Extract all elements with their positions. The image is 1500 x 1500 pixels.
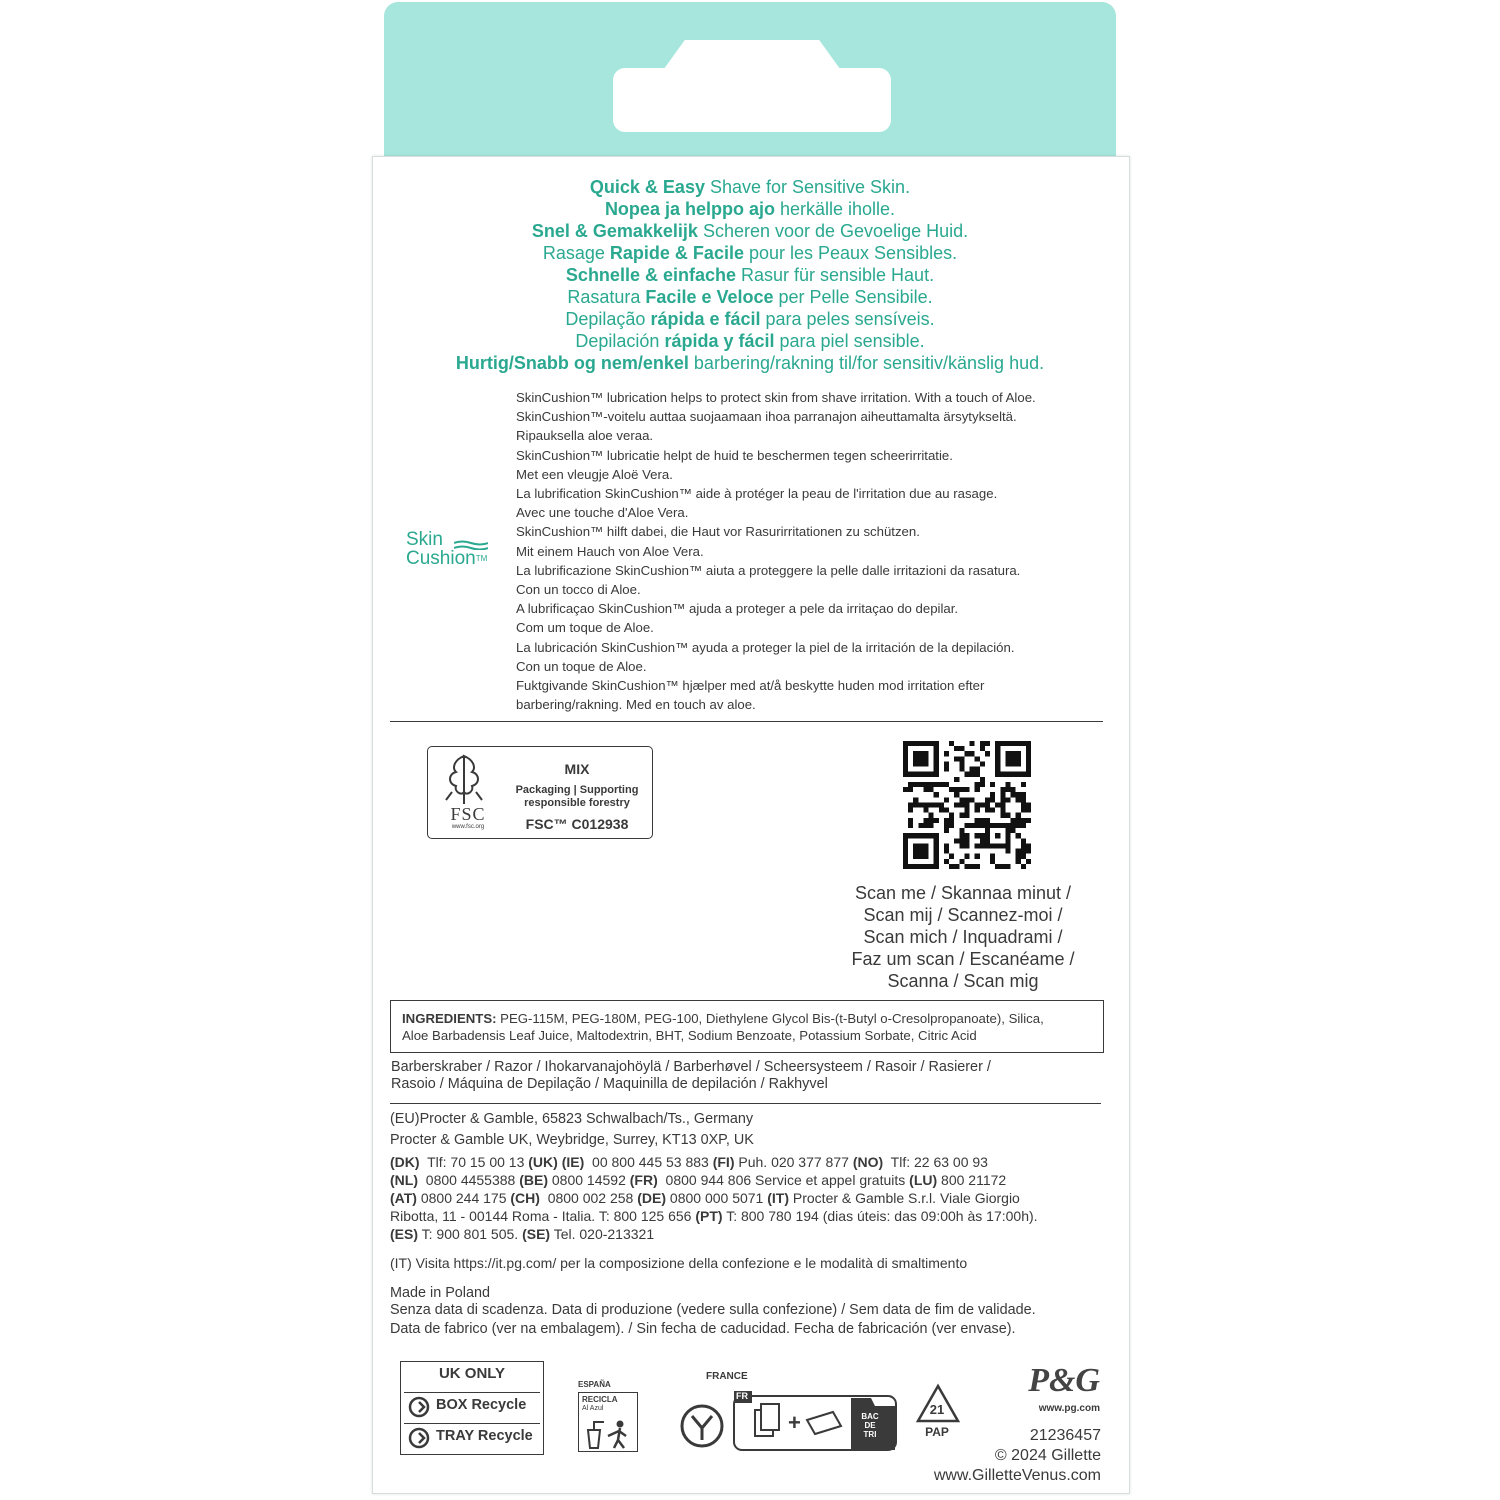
pap-label: PAP bbox=[925, 1425, 949, 1439]
headline-line bbox=[380, 176, 1120, 198]
pap-number: 21 bbox=[929, 1402, 945, 1417]
description-line: La lubrificazione SkinCushion™ aiuta a proteggere la pelle dalle irritazioni da rasatura. bbox=[516, 562, 1021, 578]
contact-text: 0800 002 258 bbox=[539, 1190, 638, 1206]
skincushion-logo-line2: Cushion bbox=[406, 548, 476, 569]
headline-rest: Scheren voor de Gevoelige Huid. bbox=[697, 221, 969, 241]
contact-text: 00 800 445 53 883 bbox=[584, 1154, 713, 1170]
description-line: Mit einem Hauch von Aloe Vera. bbox=[516, 543, 704, 559]
description-line: SkinCushion™ hilft dabei, die Haut vor Rasurirritationen zu schützen. bbox=[516, 524, 920, 540]
made-in: Made in Poland bbox=[390, 1285, 491, 1301]
headline-bold: Nopea ja helppo ajo bbox=[604, 199, 775, 219]
description-line: SkinCushion™ lubrication helps to protect skin from shave irritation. With a touch of Aloe. bbox=[516, 390, 1036, 405]
headline-pre: Rasatura bbox=[567, 287, 646, 307]
scan-line: Scanna / Scan mig bbox=[887, 971, 1039, 991]
country-code: (ES) bbox=[390, 1226, 418, 1242]
ingredients-text bbox=[402, 1010, 1098, 1044]
headline-line bbox=[380, 220, 1120, 242]
contact-text: 800 21172 bbox=[937, 1172, 1007, 1188]
headline-line bbox=[380, 352, 1120, 374]
expiry-line: Senza data di scadenza. Data di produzione (vedere sulla confezione) / Sem data de fim de validade. bbox=[390, 1302, 1036, 1318]
country-code: (LU) bbox=[909, 1172, 938, 1188]
description-line: barbering/rakning. Med en touch av aloe. bbox=[516, 697, 756, 713]
description-line: A lubrificaçao SkinCushion™ ajuda a proteger a pele da irritaçao do depilar. bbox=[516, 601, 959, 617]
ingredients-label: INGREDIENTS: bbox=[402, 1011, 497, 1026]
contact-text: Procter & Gamble S.r.l. Viale Giorgio bbox=[789, 1190, 1020, 1206]
uk-recycle-tray: TRAY Recycle bbox=[436, 1428, 533, 1444]
ingredients-line2: Aloe Barbadensis Leaf Juice, Maltodextrin, BHT, Sodium Benzoate, Potassium Sorbate, Citric Acid bbox=[402, 1028, 977, 1043]
skincushion-logo-line1: Skin bbox=[406, 529, 443, 550]
scan-line: Scan mich / Inquadrami / bbox=[863, 927, 1063, 947]
contact-text: Ribotta, 11 - 00144 Roma - Italia. T: 800 125 656 bbox=[390, 1208, 696, 1224]
address-line: Procter & Gamble UK, Weybridge, Surrey, KT13 0XP, UK bbox=[390, 1132, 754, 1148]
contact-line bbox=[390, 1207, 1102, 1225]
headline-line bbox=[380, 308, 1120, 330]
description-line: SkinCushion™ lubricatie helpt de huid te beschermen tegen scheerirritatie. bbox=[516, 447, 953, 463]
headline-rest: herkälle iholle. bbox=[774, 199, 896, 219]
footer-info bbox=[900, 1426, 1101, 1486]
espana-recicla: RECICLA bbox=[582, 1395, 618, 1404]
headline-bold: rápida e fácil bbox=[650, 309, 761, 329]
scan-me-text bbox=[818, 882, 1108, 992]
skincushion-wave-icon bbox=[454, 540, 488, 550]
ingredients-line1: PEG-115M, PEG-180M, PEG-100, Diethylene Glycol Bis-(t-Butyl o-Cresolpropanoate), Silica, bbox=[496, 1011, 1044, 1026]
uk-recycle-title: UK ONLY bbox=[438, 1365, 506, 1382]
country-code: (BE) bbox=[519, 1172, 548, 1188]
headline-bold: Facile e Veloce bbox=[645, 287, 774, 307]
contact-text: 0800 944 806 Service et appel gratuits bbox=[657, 1172, 910, 1188]
website[interactable]: www.GilletteVenus.com bbox=[933, 1467, 1101, 1484]
headline-rest: para peles sensíveis. bbox=[760, 309, 935, 329]
contact-text: 0800 14592 bbox=[548, 1172, 630, 1188]
fsc-tree-icon bbox=[434, 752, 494, 812]
fsc-packaging-text bbox=[505, 784, 649, 810]
headline-line bbox=[380, 286, 1120, 308]
france-bac: BAC DE TRI bbox=[861, 1412, 879, 1439]
country-code: (UK) (IE) bbox=[528, 1154, 585, 1170]
italy-note: (IT) Visita https://it.pg.com/ per la composizione della confezione e le modalità di smaltimento bbox=[390, 1255, 968, 1271]
contacts bbox=[390, 1153, 1102, 1243]
product-code: 21236457 bbox=[1029, 1427, 1101, 1444]
country-code: (PT) bbox=[695, 1208, 723, 1224]
divider-2 bbox=[390, 1103, 1101, 1104]
country-code: (NL) bbox=[390, 1172, 418, 1188]
fsc-mix: MIX bbox=[564, 761, 590, 777]
svg-text:+: + bbox=[788, 1410, 801, 1435]
headline-line bbox=[380, 330, 1120, 352]
description-line: SkinCushion™-voitelu auttaa suojaamaan ihoa parranajon aiheuttamalta ärsytykseltä. bbox=[516, 409, 1017, 425]
uk-recycle-tray-row bbox=[404, 1423, 540, 1450]
headline-bold: Quick & Easy bbox=[589, 177, 705, 197]
contact-text: 0800 4455388 bbox=[418, 1172, 520, 1188]
headline-rest: per Pelle Sensibile. bbox=[773, 287, 933, 307]
scan-line: Scan mij / Scannez-moi / bbox=[863, 905, 1063, 925]
country-code: (DE) bbox=[637, 1190, 667, 1206]
contact-line bbox=[390, 1153, 1102, 1171]
france-label: FRANCE bbox=[706, 1371, 748, 1382]
headline-pre: Depilação bbox=[565, 309, 651, 329]
contact-text: Tlf: 70 15 00 13 bbox=[419, 1154, 529, 1170]
expiry-line: Data de fabrico (ver na embalagem). / Sin fecha de caducidad. Fecha de fabricación (ver envase). bbox=[390, 1320, 1016, 1337]
product-names bbox=[391, 1059, 1103, 1093]
description-line: Con un toque de Aloe. bbox=[516, 658, 647, 674]
description-line: La lubricación SkinCushion™ ayuda a proteger la piel de la irritación de la depilación. bbox=[516, 639, 1015, 655]
pg-url: www.pg.com bbox=[1038, 1403, 1100, 1414]
country-code: (FI) bbox=[712, 1154, 735, 1170]
recycling-person-icon bbox=[584, 1418, 634, 1450]
headline-rest: barbering/rakning til/for sensitiv/känslig hud. bbox=[688, 353, 1045, 373]
headline-bold: Snel & Gemakkelijk bbox=[531, 221, 698, 241]
copyright: © 2024 Gillette bbox=[994, 1447, 1101, 1464]
contact-line bbox=[390, 1225, 1102, 1243]
description-block bbox=[516, 388, 1106, 714]
fsc-code: FSC™ C012938 bbox=[525, 816, 629, 832]
contact-line bbox=[390, 1171, 1102, 1189]
country-code: (DK) bbox=[390, 1154, 420, 1170]
espana-label: ESPAÑA bbox=[578, 1380, 611, 1389]
headline-bold: rápida y fácil bbox=[664, 331, 775, 351]
description-line: Met een vleugje Aloë Vera. bbox=[516, 466, 673, 482]
expiry-info bbox=[390, 1301, 1102, 1338]
uk-recycle-box: BOX Recycle bbox=[436, 1397, 527, 1413]
country-code: (NO) bbox=[852, 1154, 884, 1170]
headline-rest: para piel sensible. bbox=[774, 331, 925, 351]
headline-bold: Schnelle & einfache bbox=[565, 265, 736, 285]
contact-text: T: 800 780 194 (dias úteis: das 09:00h às 17:00h). bbox=[722, 1208, 1038, 1224]
description-line: Con un tocco di Aloe. bbox=[516, 582, 641, 598]
skincushion-logo bbox=[406, 530, 506, 574]
contact-text: 0800 000 5071 bbox=[666, 1190, 768, 1206]
address-line: (EU)Procter & Gamble, 65823 Schwalbach/Ts., Germany bbox=[390, 1111, 754, 1127]
fsc-logo-text: FSC bbox=[450, 804, 486, 824]
headline-rest: pour les Peaux Sensibles. bbox=[743, 243, 958, 263]
scan-line: Scan me / Skannaa minut / bbox=[854, 883, 1072, 903]
headline-block bbox=[380, 176, 1120, 374]
description-line: Fuktgivande SkinCushion™ hjælper med at/å beskytte huden mod irritation efter bbox=[516, 678, 985, 694]
country-code: (CH) bbox=[510, 1190, 540, 1206]
headline-rest: Rasur für sensible Haut. bbox=[735, 265, 935, 285]
description-line: Avec une touche d'Aloe Vera. bbox=[516, 505, 689, 521]
product-name-line: Barberskraber / Razor / Ihokarvanajohöylä / Barberhøvel / Scheersysteem / Rasoir / Rasierer / bbox=[391, 1059, 991, 1075]
contact-line bbox=[390, 1189, 1102, 1207]
fsc-packaging-line1: Packaging | Supporting bbox=[515, 784, 639, 796]
espana-al-azul: Al Azul bbox=[582, 1405, 604, 1412]
divider-1 bbox=[390, 721, 1103, 722]
contact-text: Tel. 020-213321 bbox=[550, 1226, 655, 1242]
country-code: (IT) bbox=[767, 1190, 789, 1206]
headline-rest: Shave for Sensitive Skin. bbox=[704, 177, 911, 197]
recycle-icon bbox=[406, 1427, 432, 1449]
skincushion-logo-tm: TM bbox=[475, 554, 488, 563]
headline-bold: Hurtig/Snabb og nem/enkel bbox=[455, 353, 689, 373]
headline-line bbox=[380, 264, 1120, 286]
qr-code[interactable] bbox=[903, 741, 1031, 869]
triman-icon bbox=[678, 1400, 730, 1452]
description-line: Ripauksella aloe veraa. bbox=[516, 428, 654, 444]
product-name-line: Rasoio / Máquina de Depilação / Maquinilla de depilación / Rakhyvel bbox=[391, 1076, 828, 1092]
contact-text: Tlf: 22 63 00 93 bbox=[883, 1154, 988, 1170]
description-line: Com um toque de Aloe. bbox=[516, 620, 654, 636]
scan-line: Faz um scan / Escanéame / bbox=[851, 949, 1075, 969]
description-line: La lubrification SkinCushion™ aide à protéger la peau de l'irritation due au rasage. bbox=[516, 486, 998, 502]
headline-line bbox=[380, 242, 1120, 264]
country-code: (SE) bbox=[522, 1226, 551, 1242]
headline-pre: Rasage bbox=[542, 243, 610, 263]
contact-text: T: 900 801 505. bbox=[418, 1226, 523, 1242]
country-code: (FR) bbox=[629, 1172, 658, 1188]
contact-text: 0800 244 175 bbox=[416, 1190, 511, 1206]
france-fr: FR bbox=[736, 1391, 748, 1401]
fsc-packaging-line2: responsible forestry bbox=[524, 797, 630, 809]
country-code: (AT) bbox=[390, 1190, 417, 1206]
addresses bbox=[390, 1109, 1102, 1151]
headline-line bbox=[380, 198, 1120, 220]
fsc-url: www.fsc.org bbox=[451, 824, 485, 830]
contact-text: Puh. 020 377 877 bbox=[734, 1154, 853, 1170]
headline-pre: Depilación bbox=[575, 331, 665, 351]
uk-recycle-box-row bbox=[404, 1392, 540, 1419]
hang-hole bbox=[613, 68, 891, 132]
pg-logo: P&G bbox=[1028, 1362, 1100, 1399]
headline-bold: Rapide & Facile bbox=[609, 243, 744, 263]
recycle-icon bbox=[406, 1396, 432, 1418]
